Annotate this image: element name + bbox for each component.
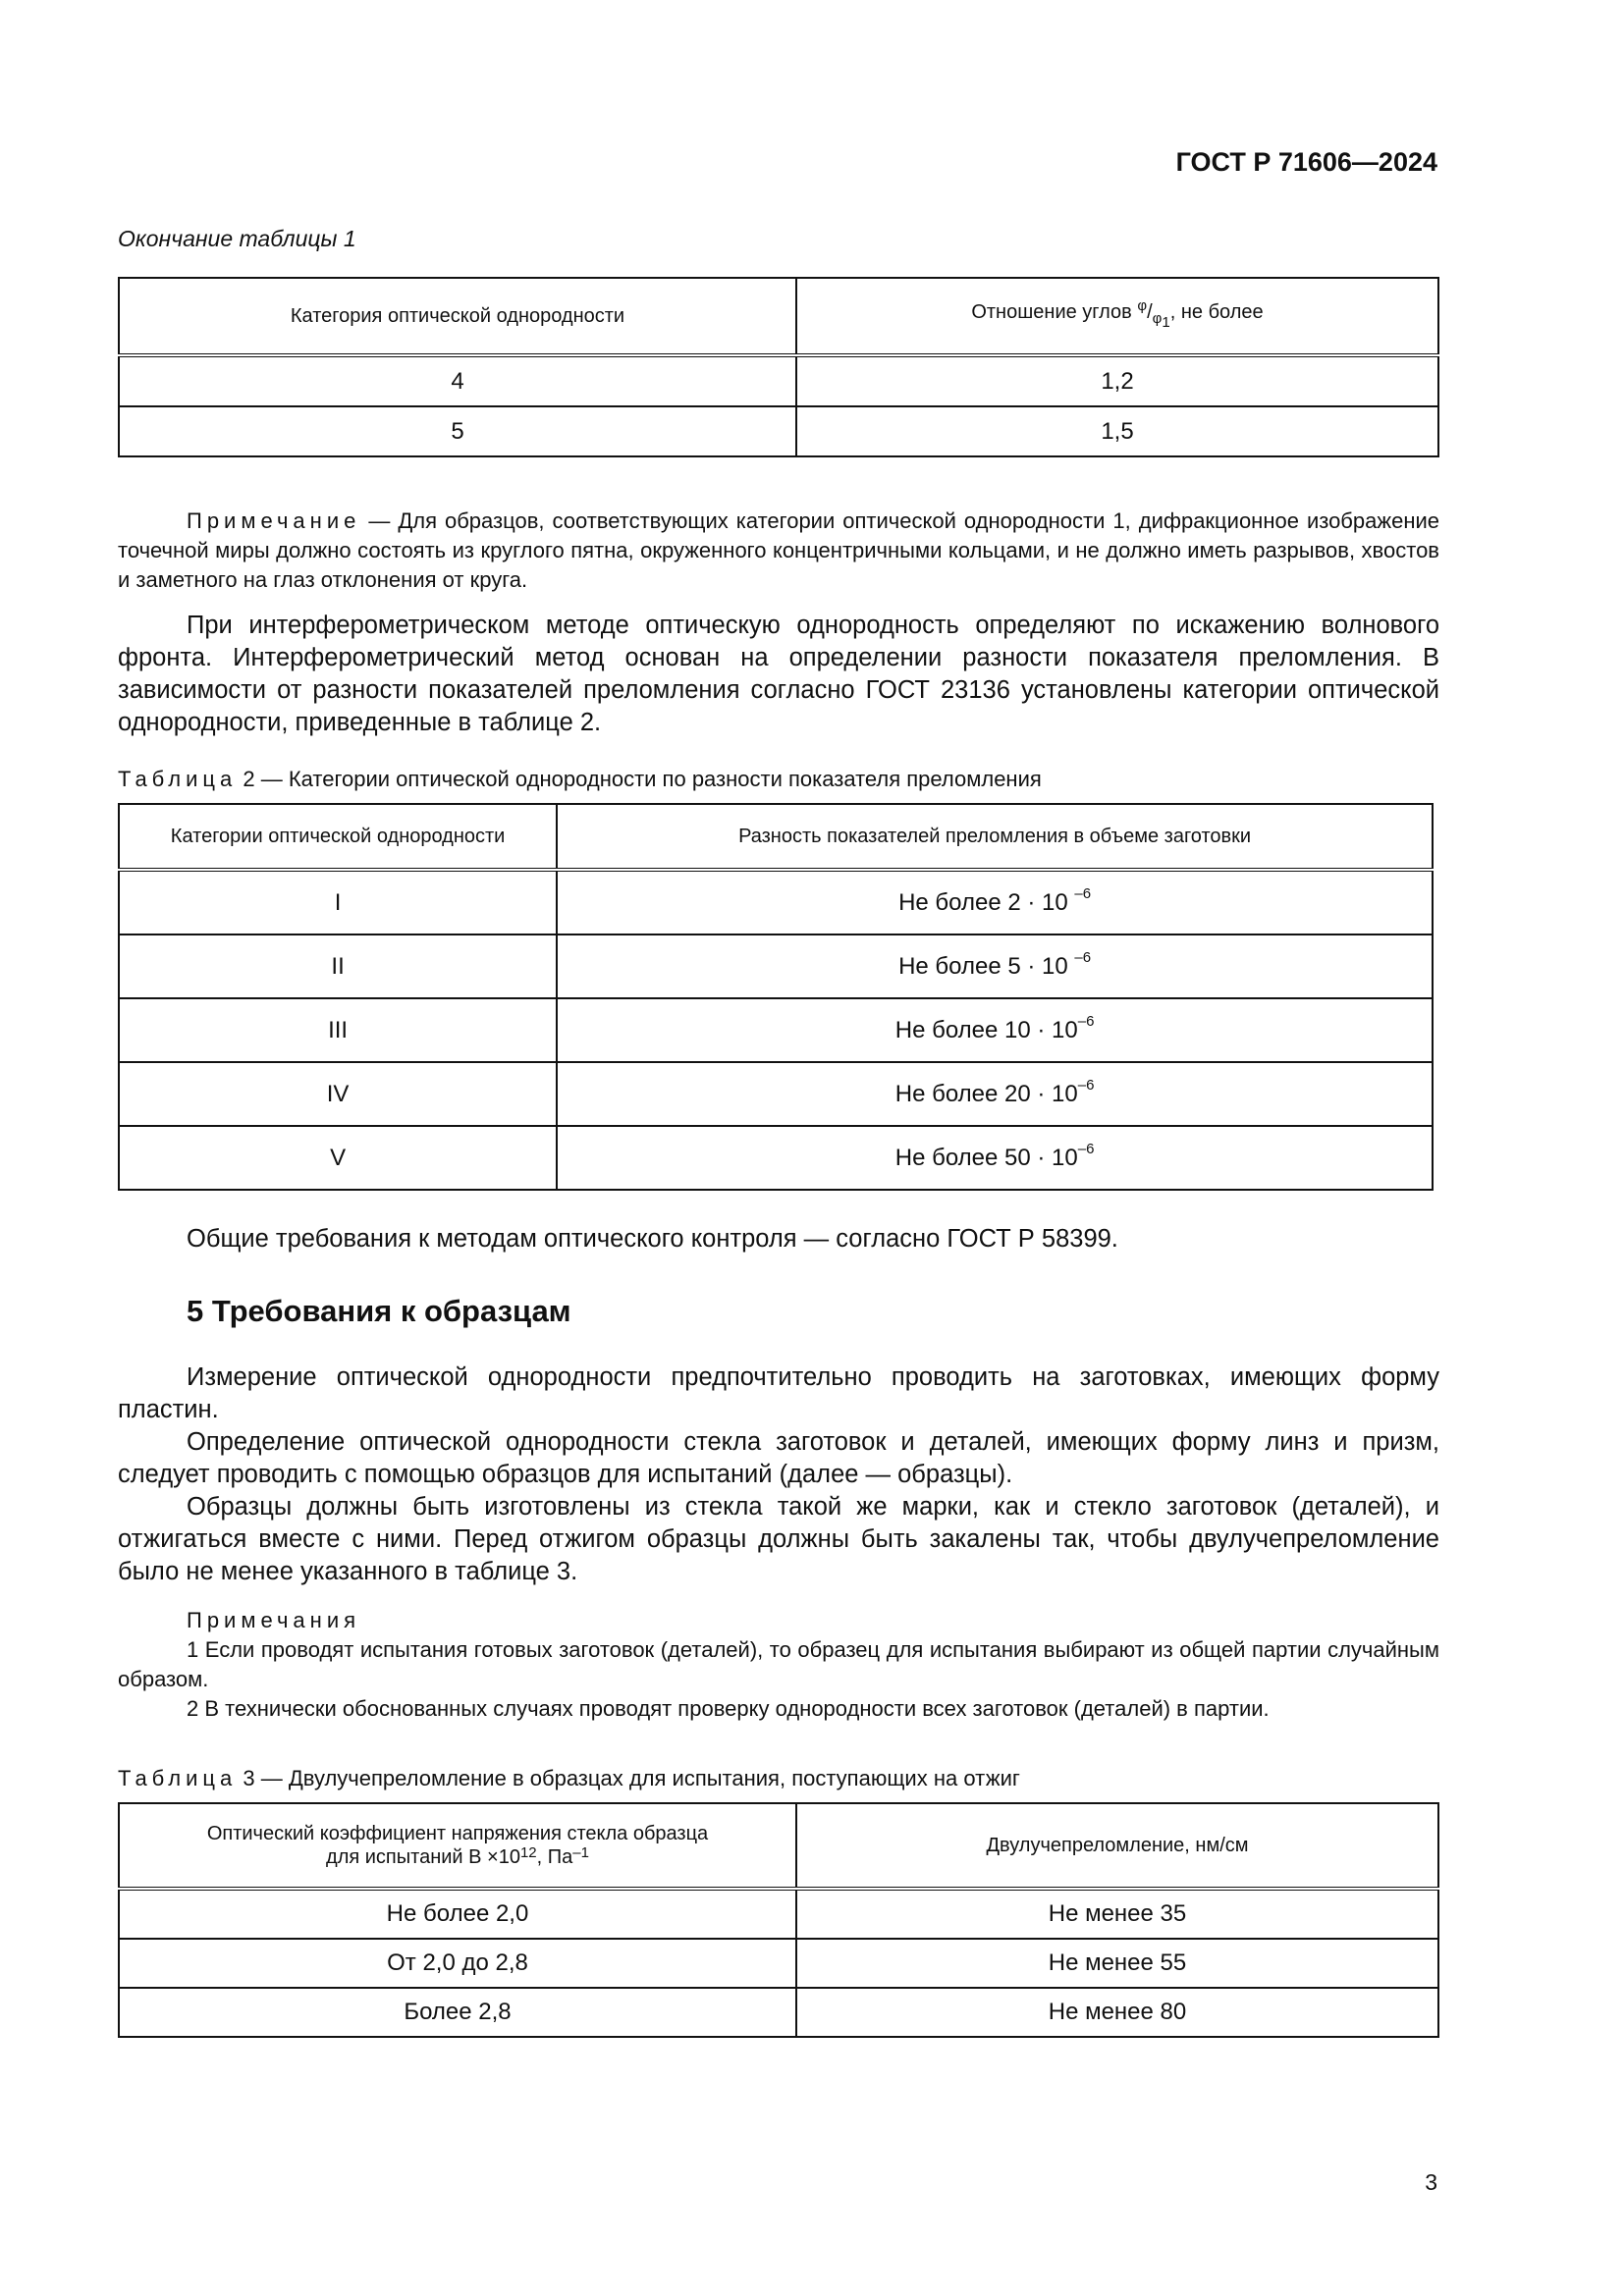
phi-denominator: φ1 xyxy=(1152,310,1170,331)
table2-value-cell: Не более 2 · 10 $^{-6}$ xyxy=(557,870,1433,934)
table2-value-cell: Не более $10 \cdot 10^{-6}$ xyxy=(557,998,1433,1062)
exponent: –6 xyxy=(1077,1140,1095,1157)
table3-header-birefringence: Двулучепреломление, нм/см xyxy=(796,1803,1438,1889)
page-number: 3 xyxy=(1425,2169,1437,2195)
table2-category-cell: I xyxy=(119,870,557,934)
exponent: –6 xyxy=(1074,884,1092,902)
table2-value-cell: Не более $50 \cdot 10^{-6}$ xyxy=(557,1126,1433,1190)
exponent: –6 xyxy=(1074,948,1092,966)
exponent: –6 xyxy=(1077,1012,1095,1030)
table1-header-row xyxy=(119,278,1438,355)
table2-category-cell: III xyxy=(119,998,557,1062)
table1-cell: 1,5 xyxy=(796,406,1438,456)
table2-category-cell: IV xyxy=(119,1062,557,1126)
section5-paragraph-3: Образцы должны быть изготовлены из стекла такой же марки, как и стекло заготовок (деталей), и отжигаться вместе с ними. Перед отжигом образцы должны быть закалены так, чтобы двулучепреломление было не менее указанного в таблице 3. xyxy=(118,1493,1439,1585)
table1-header-ratio-text: Отношение углов xyxy=(971,301,1138,323)
table3-caption-label: Таблица xyxy=(118,1766,238,1790)
exponent: –1 xyxy=(572,1844,589,1861)
table-3 xyxy=(118,1802,1439,2038)
table2-caption-label: Таблица xyxy=(118,767,238,791)
note1-text: — Для образцов, соответствующих категории оптической однородности 1, дифракционное изображение точечной миры должно состоять из круглого пятна, окруженного концентричными кольцами, и не должно иметь разрывов, хвостов и заметного на глаз отклонения от круга. xyxy=(118,508,1439,592)
table3-cell: От 2,0 до 2,8 xyxy=(119,1939,796,1988)
table3-caption-text: 3 — Двулучепреломление в образцах для испытания, поступающих на отжиг xyxy=(237,1766,1020,1790)
exponent: –6 xyxy=(1077,1076,1095,1094)
table-row xyxy=(119,870,1433,934)
exponent: 12 xyxy=(519,1844,537,1861)
paragraph-general-requirements: Общие требования к методам оптического контроля — согласно ГОСТ Р 58399. xyxy=(187,1225,1118,1253)
table2-header-category: Категории оптической однородности xyxy=(119,804,557,870)
table1-cell: 1,2 xyxy=(796,355,1438,406)
table2-header-difference: Разность показателей преломления в объеме заготовки xyxy=(557,804,1433,870)
phi-numerator: φ xyxy=(1137,297,1148,314)
phi-subscript: 1 xyxy=(1162,314,1170,331)
note-1 xyxy=(118,507,1439,595)
table2-value-cell: Не более $20 \cdot 10^{-6}$ xyxy=(557,1062,1433,1126)
table1-continuation-label: Окончание таблицы 1 xyxy=(118,226,356,251)
table2-caption xyxy=(118,767,1042,792)
table2-header-row xyxy=(119,804,1433,870)
notes-2-label: Примечания xyxy=(187,1608,361,1632)
notes-2-item-2: 2 В технически обоснованных случаях проводят проверку однородности всех заготовок (деталей) в партии. xyxy=(187,1696,1270,1721)
section5-paragraph-1: Измерение оптической однородности предпочтительно проводить на заготовках, имеющих форму пластин. xyxy=(118,1363,1439,1423)
paragraph-interferometric: При интерферометрическом методе оптическую однородность определяют по искажению волнового фронта. Интерферометрический метод основан на определении разности показателя преломления. В зависимости от разности показателей преломления согласно ГОСТ 23136 установлены категории оптической однородности, приведенные в таблице 2. xyxy=(118,612,1439,736)
table3-header-row xyxy=(119,1803,1438,1889)
table1-header-ratio-suffix: , не более xyxy=(1169,301,1264,323)
table3-cell: Не менее 55 xyxy=(796,1939,1438,1988)
section5-paragraph-2: Определение оптической однородности стекла заготовок и деталей, имеющих форму линз и призм, следует проводить с помощью образцов для испытаний (далее — образцы). xyxy=(118,1428,1439,1488)
table-row xyxy=(119,1988,1438,2037)
table3-cell: Не менее 80 xyxy=(796,1988,1438,2037)
section-5-heading: 5 Требования к образцам xyxy=(187,1294,571,1328)
notes-2-item-1: 1 Если проводят испытания готовых заготовок (деталей), то образец для испытания выбирают из общей партии случайным образом. xyxy=(118,1637,1439,1691)
table-row xyxy=(119,406,1438,456)
table-row xyxy=(119,934,1433,998)
table-row xyxy=(119,998,1433,1062)
table3-cell: Не более 2,0 xyxy=(119,1889,796,1939)
table-row xyxy=(119,1062,1433,1126)
table-row xyxy=(119,1126,1433,1190)
table1-header-category: Категория оптической однородности xyxy=(119,278,796,355)
table1-cell: 5 xyxy=(119,406,796,456)
table-row xyxy=(119,1889,1438,1939)
table-2 xyxy=(118,803,1434,1191)
table-1 xyxy=(118,277,1439,457)
table-row xyxy=(119,1939,1438,1988)
note1-label: Примечание xyxy=(187,508,361,533)
table2-caption-text: 2 — Категории оптической однородности по разности показателя преломления xyxy=(237,767,1042,791)
table3-header-coefficient: Оптический коэффициент напряжения стекла образца для испытаний $B \times 10^{12}$, $Па^{-1}$ xyxy=(119,1803,796,1889)
table2-category-cell: II xyxy=(119,934,557,998)
table2-value-cell: Не более 5 · 10 $^{-6}$ xyxy=(557,934,1433,998)
table3-cell: Не менее 35 xyxy=(796,1889,1438,1939)
document-code: ГОСТ Р 71606—2024 xyxy=(1175,147,1437,177)
table3-caption xyxy=(118,1766,1020,1791)
table1-cell: 4 xyxy=(119,355,796,406)
table1-header-ratio: Отношение углов $^\varphi/_{\varphi_1}$, не более xyxy=(796,278,1438,355)
table2-category-cell: V xyxy=(119,1126,557,1190)
table3-cell: Более 2,8 xyxy=(119,1988,796,2037)
table-row xyxy=(119,355,1438,406)
